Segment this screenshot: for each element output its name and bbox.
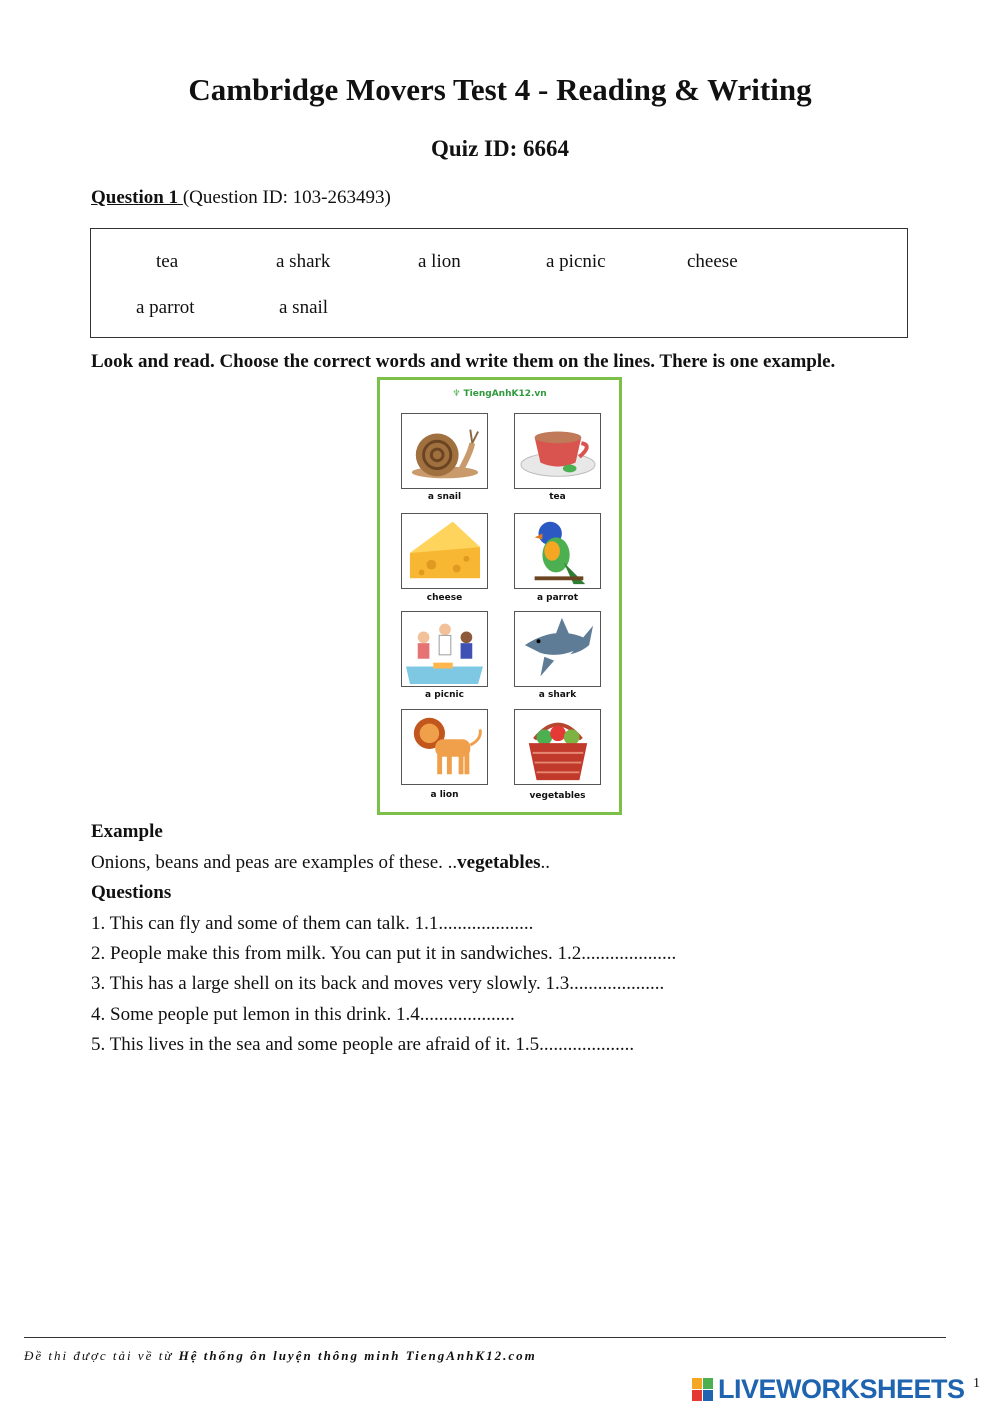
vegetables-image — [514, 709, 601, 785]
footer-divider — [24, 1337, 946, 1338]
question-item: 4. Some people put lemon in this drink. 1.4.................... — [91, 1004, 515, 1025]
question-header — [91, 187, 391, 209]
questions-label: Questions — [91, 882, 172, 903]
page-title: Cambridge Movers Test 4 - Reading & Writing — [188, 72, 812, 107]
word-bank-item: a snail — [279, 297, 329, 318]
caption: a parrot — [536, 593, 579, 603]
word-bank-item: a picnic — [546, 251, 606, 272]
example-label: Example — [91, 821, 163, 842]
question-item: 1. This can fly and some of them can talk. 1.1.................... — [91, 913, 534, 934]
instructions: Look and read. Choose the correct words and write them on the lines. There is one example. — [91, 351, 836, 372]
snail-image — [401, 413, 488, 489]
word-bank-item: a parrot — [136, 297, 195, 318]
caption: tea — [549, 492, 566, 502]
word-bank-item: a lion — [418, 251, 461, 272]
brand-logo: ♆ TiengAnhK12.vn — [452, 389, 547, 399]
word-bank-item: a shark — [276, 251, 331, 272]
parrot-image — [514, 513, 601, 589]
example-answer: vegetables — [457, 852, 541, 873]
picture-card — [377, 377, 622, 815]
page-number: 1 — [973, 1376, 980, 1391]
caption: cheese — [426, 593, 463, 603]
question-id: (Question ID: 103-263493) — [182, 187, 391, 208]
liveworksheets-logo[interactable]: LIVEWORKSHEETS — [718, 1374, 965, 1404]
tea-image — [514, 413, 601, 489]
shark-image — [514, 611, 601, 687]
caption: a lion — [430, 790, 459, 800]
caption: a snail — [427, 492, 462, 502]
caption: a shark — [538, 690, 577, 700]
question-item: 3. This has a large shell on its back and moves very slowly. 1.3.................... — [91, 973, 665, 994]
liveworksheets-icon — [692, 1378, 714, 1402]
question-item: 2. People make this from milk. You can put it in sandwiches. 1.2.................... — [91, 943, 677, 964]
question-item: 5. This lives in the sea and some people are afraid of it. 1.5.................... — [91, 1034, 635, 1055]
footer-source: Đề thi được tải về từ Hệ thống ôn luyện thông minh TiengAnhK12.com — [24, 1348, 537, 1363]
caption: vegetables — [529, 791, 586, 801]
word-bank — [90, 228, 908, 338]
caption: a picnic — [425, 690, 464, 700]
picnic-image — [401, 611, 488, 687]
word-bank-item: cheese — [687, 251, 738, 272]
word-bank-item: tea — [156, 251, 179, 272]
lion-image — [401, 709, 488, 785]
question-label: Question 1 — [91, 187, 183, 208]
quiz-id: Quiz ID: 6664 — [431, 136, 569, 161]
example-sentence: Onions, beans and peas are examples of these. ..vegetables.. — [91, 852, 551, 873]
cheese-image — [401, 513, 488, 589]
